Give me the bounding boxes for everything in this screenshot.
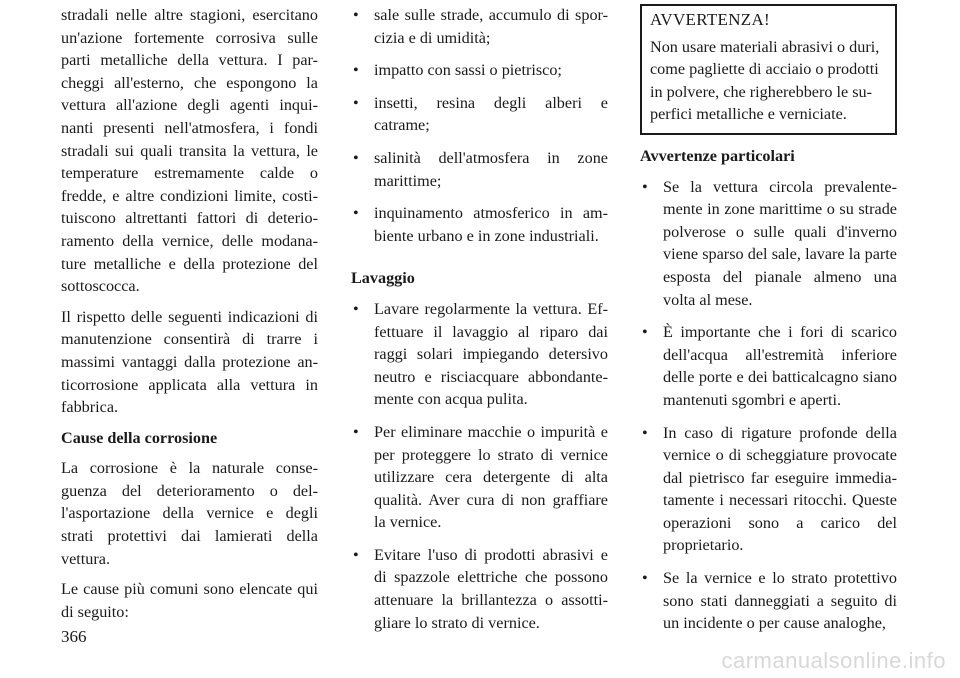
paragraph-maintenance-advice: Il rispetto delle seguenti indicazioni di manutenzione consentirà di trarre i massimi vantaggi dalla protezione an-ticorrosione applicata alla vettura in fabbrica. [61,307,318,417]
list-item: • Lavare regolarmente la vettura. Ef-fettuare il lavaggio al riparo dai raggi solari impiegando detersivo neutro e risciacquare abbondante-mente con acqua pulita. [351,298,608,411]
paragraph-common-causes-intro: Le cause più comuni sono elencate qui di seguito: [61,580,318,621]
list-item: • Evitare l'uso di prodotti abrasivi e di spazzole elettriche che possono attenuare la brillantezza o assotti-gliare lo strato di vernice. [351,544,608,634]
special-warnings-list [640,176,897,635]
paragraph-corrosion-factors: stradali nelle altre stagioni, esercitano un'azione fortemente corrosiva sulle parti metalliche della vettura. I par-cheggi all'esterno, che espongono la vettura all'azione degli agenti inqui-nanti presenti nell'atmosfera, i fondi stradali sui quali transita la vettura, le temperature estremamente calde o fredde, e altre condizioni limite, costi-tuiscono altrettanti fattori di deterio-ramento della vernice, delle modana-ture metalliche e della protezione del sottoscocca. [61,6,318,296]
list-item: • Per eliminare macchie o impurità e per proteggere lo strato di vernice utilizzare cera detergente di alta qualità. Aver cura di non graffiare la vernice. [351,421,608,534]
list-item: • sale sulle strade, accumulo di spor-cizia e di umidità; [351,4,608,49]
watermark: carmanualsonline.info [721,648,946,673]
list-item: • inquinamento atmosferico in am-biente urbano e in zone industriali. [351,202,608,247]
washing-list [351,298,608,634]
heading-special-warnings: Avvertenze particolari [640,146,795,165]
column-right [640,0,897,645]
causes-list [351,4,608,247]
warning-title: AVVERTENZA! [650,10,771,29]
list-item: • Se la vettura circola prevalente-mente in zone marittime o su strade polverose o sulle quali d'inverno viene sparso del sale, lavare la parte esposta del pianale almeno una volta al mese. [640,176,897,312]
list-item: • Se la vernice e lo strato protettivo sono stati danneggiati a seguito di un incidente o per cause analoghe, [640,567,897,635]
heading-corrosion-causes: Cause della corrosione [61,428,218,447]
list-item: • In caso di rigature profonde della vernice o di scheggiature provocate dal pietrisco far eseguire immedia-tamente i necessari ritocchi. Queste operazioni sono a carico del proprietario. [640,422,897,558]
list-item: • impatto con sassi o pietrisco; [351,59,608,82]
warning-box [640,4,897,135]
page-number: 366 [61,627,87,646]
column-middle [351,4,608,644]
list-item: • salinità dell'atmosfera in zone marittime; [351,147,608,192]
warning-text: Non usare materiali abrasivi o duri, come pagliette di acciaio o prodotti in polvere, che righerebbero le su-perfici metalliche e verniciate. [650,37,880,124]
column-left [61,4,318,631]
paragraph-corrosion-definition: La corrosione è la naturale conse-guenza del deterioramento o del-l'asportazione della vernice e degli strati protettivi dai lamierati della vettura. [61,459,318,568]
list-item: • insetti, resina degli alberi e catrame; [351,92,608,137]
heading-washing: Lavaggio [351,269,415,288]
list-item: • È importante che i fori di scarico dell'acqua all'estremità inferiore delle porte e dei batticalcagno siano mantenuti sgombri e aperti. [640,321,897,411]
